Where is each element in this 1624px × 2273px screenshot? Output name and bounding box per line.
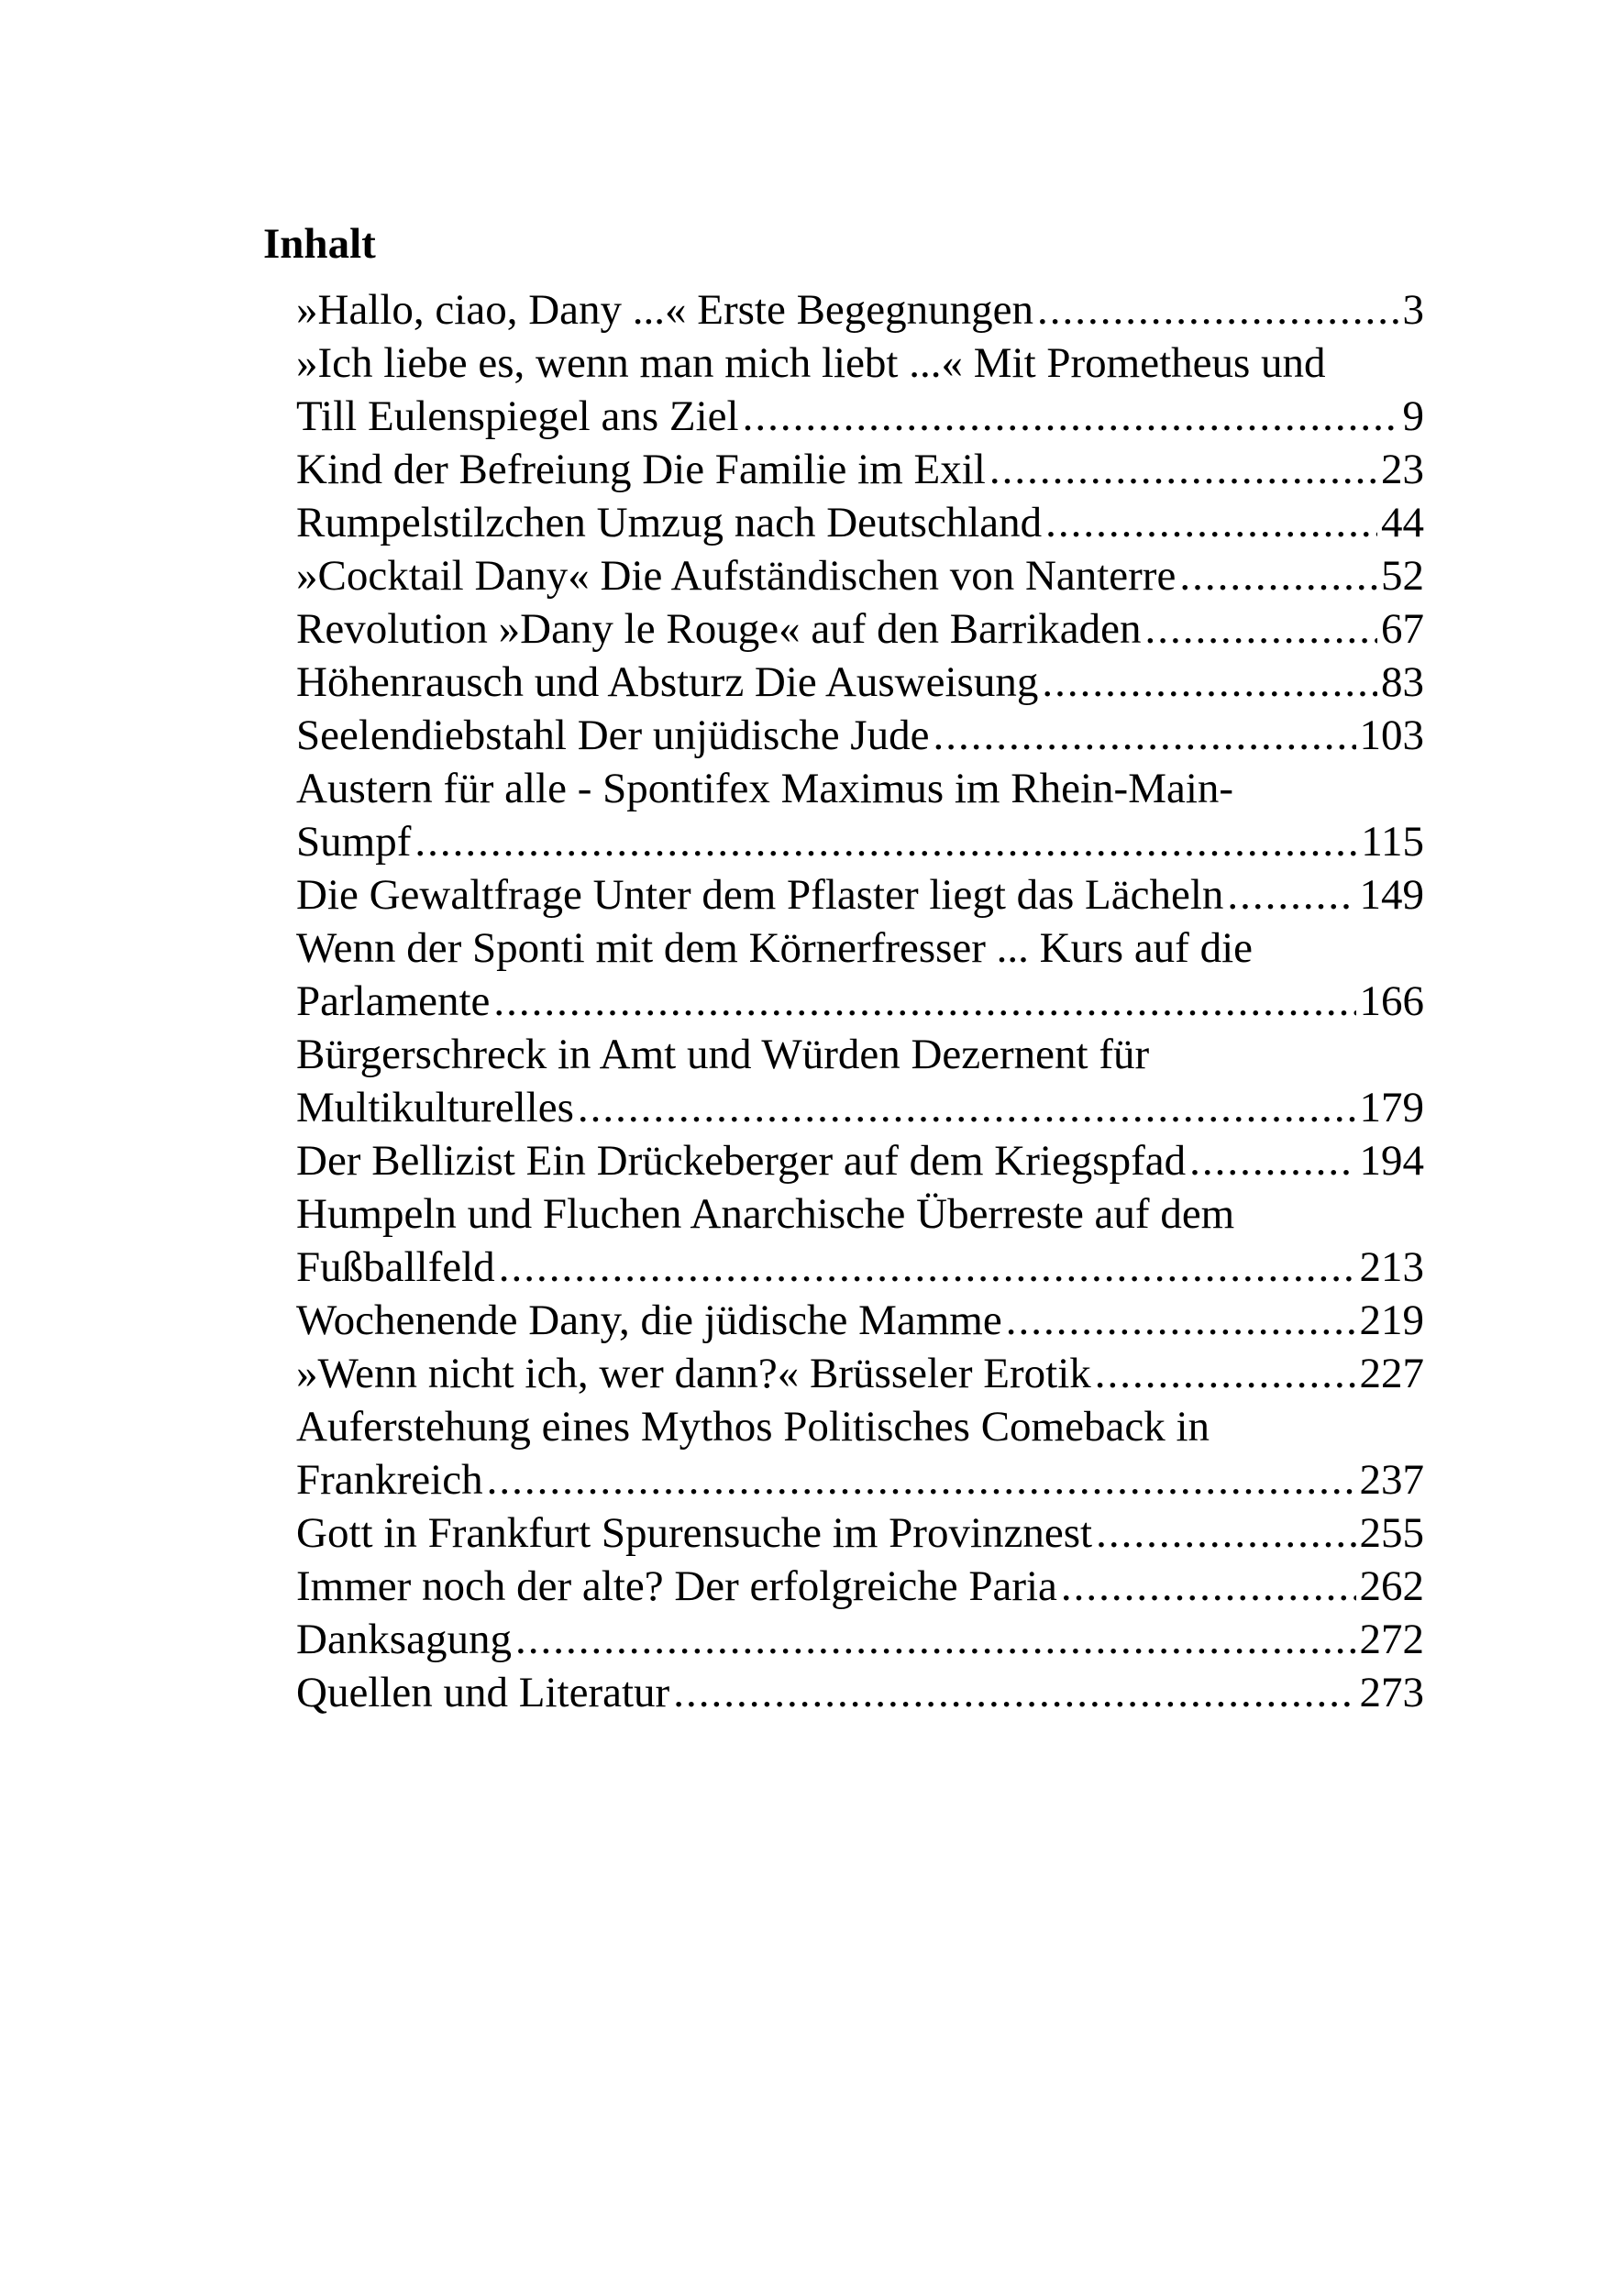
toc-page-number: 179 [1359,1084,1424,1131]
toc-leader-dots [414,815,1357,868]
toc-entry-title: Die Gewaltfrage Unter dem Pflaster liegt das Lächeln [296,871,1224,919]
toc-page-number: 219 [1359,1296,1424,1344]
toc-leader-dots [1144,602,1377,656]
toc-entry [296,709,1424,762]
toc-entry-line [296,1560,1424,1613]
toc-entry [296,656,1424,709]
toc-entry-line [296,1081,1424,1134]
toc-page-number: 83 [1381,658,1424,706]
toc-page-number: 272 [1359,1616,1424,1663]
toc-entry-title: Kind der Befreiung Die Familie im Exil [296,446,986,493]
toc-entry [296,602,1424,656]
toc-leader-dots [1006,1294,1356,1347]
toc-entry [296,1347,1424,1400]
toc-entry-title: Seelendiebstahl Der unjüdische Jude [296,712,930,759]
toc-entry-title: Danksagung [296,1616,512,1663]
toc-entry [296,283,1424,337]
toc-entry-line [296,921,1424,975]
toc-entry-title: Humpeln und Fluchen Anarchische Überreste auf dem [296,1190,1235,1238]
table-of-contents [296,283,1424,1719]
toc-page-number: 23 [1381,446,1424,493]
toc-page-number: 273 [1359,1669,1424,1716]
toc-heading: Inhalt [263,220,376,268]
toc-entry-title: Wochenende Dany, die jüdische Mamme [296,1296,1002,1344]
toc-entry-title: Rumpelstilzchen Umzug nach Deutschland [296,499,1043,546]
toc-entry-line [296,337,1424,390]
toc-leader-dots [1189,1134,1355,1187]
toc-entry [296,762,1424,868]
toc-page-number: 194 [1359,1137,1424,1185]
toc-entry-line [296,1453,1424,1506]
toc-entry-title: Parlamente [296,977,491,1025]
toc-leader-dots [1227,868,1355,921]
toc-leader-dots [1179,549,1377,602]
toc-entry-line [296,1613,1424,1666]
toc-entry [296,868,1424,921]
toc-entry-line [296,443,1424,496]
toc-entry [296,1134,1424,1187]
toc-entry [296,1294,1424,1347]
toc-page-number: 67 [1381,605,1424,653]
toc-entry-title: Der Bellizist Ein Drückeberger auf dem Kriegspfad [296,1137,1187,1185]
toc-entry-title: Immer noch der alte? Der erfolgreiche Paria [296,1562,1057,1610]
toc-entry-title: Auferstehung eines Mythos Politisches Comeback in [296,1403,1210,1451]
toc-entry [296,1613,1424,1666]
toc-entry-line [296,868,1424,921]
toc-entry-line [296,1241,1424,1294]
toc-entry [296,921,1424,1028]
toc-leader-dots [515,1613,1356,1666]
toc-page-number: 52 [1381,552,1424,600]
toc-entry-line [296,1400,1424,1453]
toc-entry-line [296,390,1424,443]
toc-entry-title: Quellen und Literatur [296,1669,670,1716]
toc-entry [296,496,1424,549]
toc-entry-line [296,496,1424,549]
toc-page-number: 9 [1402,392,1424,440]
toc-entry-line [296,1294,1424,1347]
toc-entry-line [296,1347,1424,1400]
toc-entry-line [296,1187,1424,1241]
toc-page-number: 227 [1359,1350,1424,1397]
toc-page-number: 115 [1361,818,1424,866]
toc-entry-title: Till Eulenspiegel ans Ziel [296,392,739,440]
toc-leader-dots [989,443,1377,496]
toc-entry-line [296,602,1424,656]
toc-entry-title: Sumpf [296,818,412,866]
toc-leader-dots [1042,656,1377,709]
toc-leader-dots [933,709,1355,762]
toc-entry-line [296,762,1424,815]
toc-entry [296,337,1424,443]
toc-leader-dots [1037,283,1398,337]
toc-leader-dots [1061,1560,1356,1613]
toc-page-number: 255 [1359,1509,1424,1557]
toc-page-number: 103 [1359,712,1424,759]
toc-entry-title: Höhenrausch und Absturz Die Ausweisung [296,658,1039,706]
toc-entry-title: Multikulturelles [296,1084,574,1131]
toc-entry [296,1506,1424,1560]
toc-entry-title: »Ich liebe es, wenn man mich liebt ...« Mit Prometheus und [296,339,1326,387]
toc-leader-dots [1095,1347,1356,1400]
toc-page-number: 262 [1359,1562,1424,1610]
toc-leader-dots [493,975,1355,1028]
toc-page-number: 237 [1359,1456,1424,1504]
toc-leader-dots [578,1081,1356,1134]
toc-entry [296,1400,1424,1506]
toc-entry-title: Fußballfeld [296,1243,495,1291]
toc-entry [296,443,1424,496]
toc-entry-title: Frankreich [296,1456,483,1504]
toc-leader-dots [487,1453,1356,1506]
toc-entry [296,1560,1424,1613]
toc-entry [296,1028,1424,1134]
toc-leader-dots [673,1666,1355,1719]
toc-entry-title: Austern für alle - Spontifex Maximus im Rhein-Main- [296,765,1234,812]
toc-entry-title: Revolution »Dany le Rouge« auf den Barrikaden [296,605,1142,653]
toc-entry-line [296,1506,1424,1560]
toc-page-number: 166 [1359,977,1424,1025]
toc-page-number: 213 [1359,1243,1424,1291]
toc-leader-dots [743,390,1399,443]
toc-entry-line [296,1134,1424,1187]
toc-entry [296,549,1424,602]
toc-page-number: 149 [1359,871,1424,919]
toc-page-number: 3 [1402,286,1424,334]
toc-entry-line [296,656,1424,709]
toc-entry-line [296,815,1424,868]
toc-entry-title: »Cocktail Dany« Die Aufständischen von Nanterre [296,552,1177,600]
toc-entry [296,1666,1424,1719]
toc-page-number: 44 [1381,499,1424,546]
toc-entry-line [296,1028,1424,1081]
toc-entry-title: »Wenn nicht ich, wer dann?« Brüsseler Erotik [296,1350,1091,1397]
toc-entry-line [296,709,1424,762]
toc-entry-line [296,283,1424,337]
toc-entry-title: Bürgerschreck in Amt und Würden Dezernent für [296,1031,1150,1078]
toc-leader-dots [1045,496,1377,549]
toc-entry-line [296,1666,1424,1719]
toc-entry-title: Wenn der Sponti mit dem Körnerfresser ... Kurs auf die [296,924,1253,972]
toc-entry-line [296,975,1424,1028]
toc-entry [296,1187,1424,1294]
toc-entry-title: Gott in Frankfurt Spurensuche im Provinznest [296,1509,1093,1557]
toc-entry-line [296,549,1424,602]
toc-entry-title: »Hallo, ciao, Dany ...« Erste Begegnungen [296,286,1034,334]
toc-leader-dots [1096,1506,1355,1560]
toc-leader-dots [499,1241,1356,1294]
